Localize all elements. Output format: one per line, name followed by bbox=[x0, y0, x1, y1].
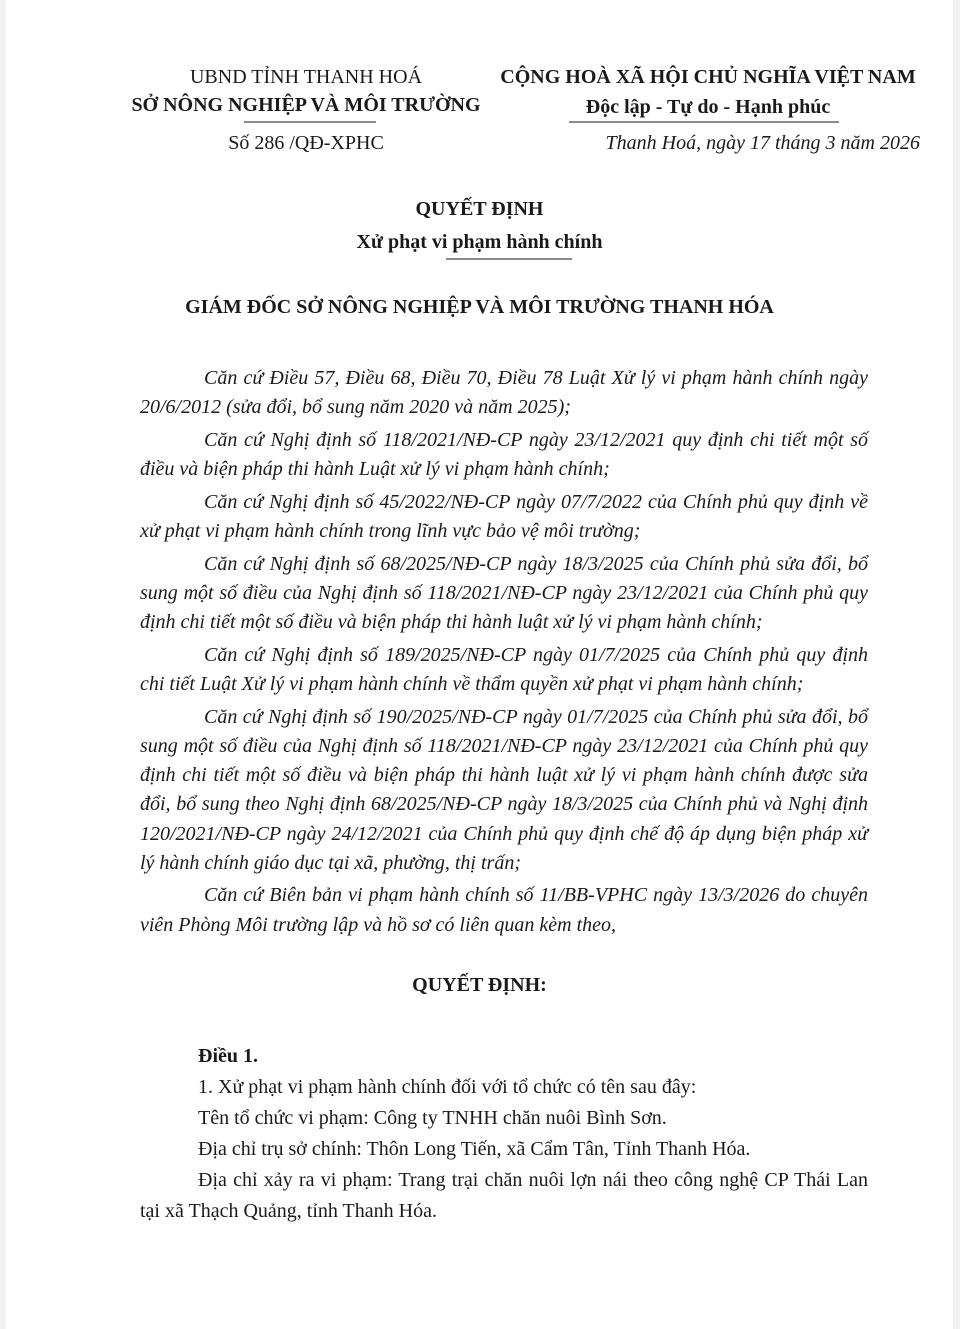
place-and-date: Thanh Hoá, ngày 17 tháng 3 năm 2026 bbox=[605, 132, 920, 154]
violator-name: Tên tổ chức vi phạm: Công ty TNHH chăn nuôi Bình Sơn. bbox=[198, 1107, 667, 1129]
legal-basis-item: Căn cứ Nghị định số 118/2021/NĐ-CP ngày 23/12/2021 quy định chi tiết một số điều và biện pháp thi hành Luật xử lý vi phạm hành chính; bbox=[140, 428, 868, 481]
legal-basis-item: Căn cứ Điều 57, Điều 68, Điều 70, Điều 78 Luật Xử lý vi phạm hành chính ngày 20/6/2012 (sửa đổi, bổ sung năm 2020 và năm 2025); bbox=[140, 367, 868, 419]
title-underline-divider bbox=[446, 258, 572, 260]
decision-heading: QUYẾT ĐỊNH: bbox=[412, 974, 547, 996]
national-motto: Độc lập - Tự do - Hạnh phúc bbox=[585, 96, 831, 118]
article-clause: 1. Xử phạt vi phạm hành chính đối với tổ chức có tên sau đây: bbox=[198, 1076, 697, 1098]
page-edge-right bbox=[953, 0, 960, 1329]
document-number: Số 286 /QĐ-XPHC bbox=[228, 132, 384, 154]
legal-basis-item: Căn cứ Biên bản vi phạm hành chính số 11/BB-VPHC ngày 13/3/2026 do chuyên viên Phòng Môi trường lập và hồ sơ có liên quan kèm theo, bbox=[140, 884, 868, 936]
document-page bbox=[6, 0, 953, 1329]
headquarters-address: Địa chỉ trụ sở chính: Thôn Long Tiến, xã Cẩm Tân, Tỉnh Thanh Hóa. bbox=[198, 1138, 751, 1160]
parent-organization: UBND TỈNH THANH HOÁ bbox=[189, 66, 423, 88]
legal-basis-item: Căn cứ Nghị định số 68/2025/NĐ-CP ngày 18/3/2025 của Chính phủ sửa đổi, bổ sung một số điều của Nghị định số 118/2021/NĐ-CP ngày 23/12/2021 của Chính phủ quy định chi tiết một số điều và biện pháp thi hành luật xử lý vi phạm hành chính; bbox=[140, 552, 868, 634]
national-title: CỘNG HOÀ XÃ HỘI CHỦ NGHĨA VIỆT NAM bbox=[500, 66, 916, 88]
legal-bases bbox=[140, 364, 868, 940]
motto-underline-divider bbox=[569, 121, 839, 123]
violation-location: Địa chỉ xảy ra vi phạm: Trang trại chăn nuôi lợn nái theo công nghệ CP Thái Lan tại xã Thạch Quảng, tỉnh Thanh Hóa. bbox=[140, 1169, 868, 1222]
document-title: QUYẾT ĐỊNH bbox=[415, 198, 544, 220]
legal-basis-item: Căn cứ Nghị định số 190/2025/NĐ-CP ngày 01/7/2025 của Chính phủ sửa đổi, bổ sung một số điều của Nghị định số 118/2021/NĐ-CP ngày 23/12/2021 của Chính phủ quy định chi tiết một số điều và biện pháp thi hành luật xử lý vi phạm hành chính được sửa đổi, bổ sung theo Nghị định 68/2025/NĐ-CP ngày 18/3/2025 của Chính phủ và Nghị định 120/2021/NĐ-CP ngày 24/12/2021 của Chính phủ quy định chế độ áp dụng biện pháp xử lý hành chính giáo dục tại xã, phường, thị trấn; bbox=[140, 705, 868, 874]
org-underline-divider bbox=[244, 121, 376, 123]
article-title: Điều 1. bbox=[198, 1045, 258, 1067]
legal-basis-item: Căn cứ Nghị định số 189/2025/NĐ-CP ngày 01/7/2025 của Chính phủ quy định chi tiết Luật Xử lý vi phạm hành chính về thẩm quyền xử phạt vi phạm hành chính; bbox=[140, 643, 868, 696]
issuing-authority: GIÁM ĐỐC SỞ NÔNG NGHIỆP VÀ MÔI TRƯỜNG THANH HÓA bbox=[185, 296, 774, 318]
document-subtitle: Xử phạt vi phạm hành chính bbox=[356, 231, 603, 253]
issuing-organization: SỞ NÔNG NGHIỆP VÀ MÔI TRƯỜNG bbox=[131, 94, 481, 116]
article-1 bbox=[140, 1041, 868, 1227]
legal-basis-item: Căn cứ Nghị định số 45/2022/NĐ-CP ngày 07/7/2022 của Chính phủ quy định về xử phạt vi phạm hành chính trong lĩnh vực bảo vệ môi trường; bbox=[140, 490, 868, 543]
